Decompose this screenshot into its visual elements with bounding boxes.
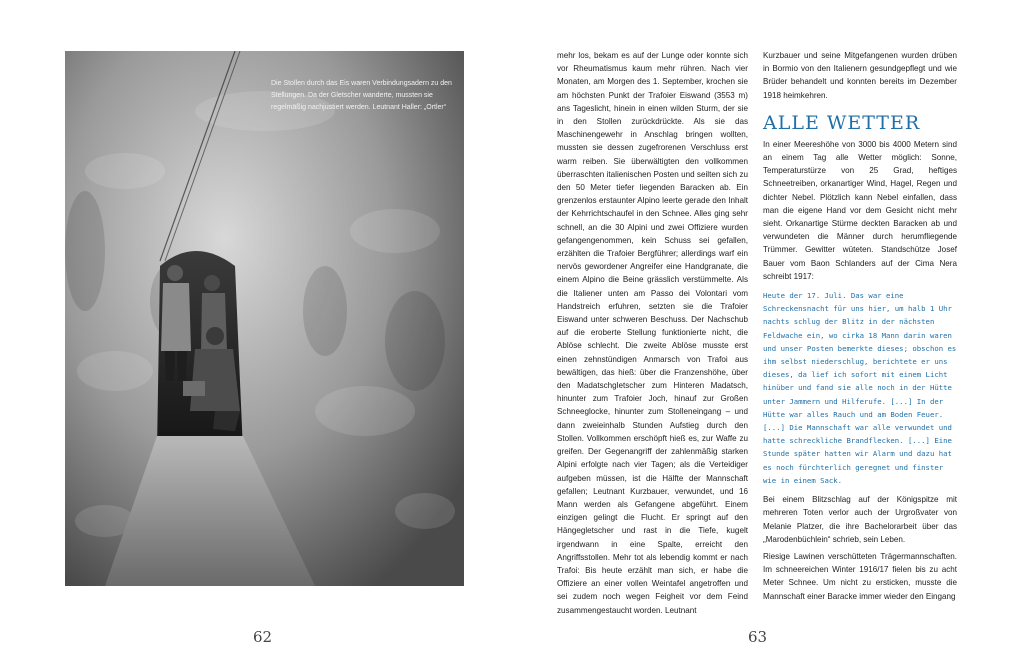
column2-paragraph-3: Riesige Lawinen verschütteten Trägermannschaften. Im schneereichen Winter 1916/17 fielen bis zu acht Meter Schnee. Um nicht zu ersticken, musste die Mannschaft einer Baracke immer wieder den Eingang: [763, 551, 957, 601]
text-column-2: [763, 49, 957, 603]
diary-quote: Heute der 17. Juli. Das war eine Schreckensnacht für uns hier, um halb 1 Uhr nachts schlug der Blitz in der nächsten Feldwache ein, wo cirka 18 Mann darin waren und unser Posten bemerkte dieses; obschon es ihm selbst niederschlug, berichtete er uns dieses, da lief ich sofort mit einem Licht hinüber und fand sie alle noch in der Hütte unter Jammern und Hilferufe. [...] In der Hütte war alles Rauch und am Boden Feuer. [...] Die Mannschaft war alle verwundet und hatte schreckliche Brandflecken. [...] Eine Stunde später hatten wir Alarm und dazu hat es noch fürchterlich geregnet und finster wie in einem Sack.: [763, 291, 957, 485]
section-heading: ALLE WETTER: [763, 111, 921, 134]
page-number-right: 63: [748, 628, 768, 646]
text-column-1: [557, 49, 748, 617]
ice-tunnel-illustration: [65, 51, 464, 586]
column2-paragraph-1: In einer Meereshöhe von 3000 bis 4000 Metern sind an einem Tag alle Wetter möglich: Sonne, Temperaturstürze von 25 Grad, heftiges Schneetreiben, orkanartiger Wind, Hagel, Regen und dichter Nebel. Plötzlich kann Nebel einfallen, dass man die eigene Hand vor dem Gesicht nicht mehr sieht. Orkanartige Stürme deckten Baracken ab und verwundeten die Männer durch herumfliegende Trümmer. Gewitter wüteten. Standschütze Josef Bauer vom Baon Schlanders auf der Cima Nera schreibt 1917:: [763, 139, 957, 281]
page-number-left: 62: [253, 628, 273, 646]
column1-paragraph: mehr los, bekam es auf der Lunge oder konnte sich vor Rheumatismus kaum mehr rühren. Nach vier Monaten, am Morgen des 1. September, krochen sie am höchsten Punkt der Trafoier Eiswand (3553 m) ans Tageslicht, hinein in einen wilden Sturm, der sie in den Stollen zurückdrückte. Als sie das Maschinengewehr in Anschlag bringen wollten, mussten sie dessen zugefrorenen Verschluss erst warm reiben. Sie überwältigten den vollkommen überraschten italienischen Posten und seilten sich zu den 50 Meter tiefer liegenden Baracken ab. Ein grenzenlos erstaunter Alpino leerte gerade den Inhalt der Kehrrichtschaufel in den Schnee. Alles ging sehr schnell, an die 30 Alpini und zwei Offiziere wurden gefangengenommen, kein Schuss sei gefallen, erzählten die Trafoier Bergführer; allerdings warf ein nervös gewordener Angreifer eine Handgranate, die einem Alpino die Beine grässlich verstümmelte. Als die Italiener unten am Passo dei Volontari vom Handstreich erfuhren, setzten sie die Trafoier Eiswand unter schweren Beschuss. Der Nachschub auf die eroberte Stellung funktionierte nicht, die Ablöse schlecht. Die zweite Ablöse musste erst einen zehnstündigen Anmarsch von Trafoi aus bewältigen, das hieß: über die Franzenshöhe, über den Madatschgletscher zum Hinteren Madatsch, hinunter zum Trafoier Joch, hinauf zur Großen Schneeglocke, hinunter zum Stolleneingang – und dann zweieinhalb Stunden Aufstieg durch den Stollen. Vollkommen erschöpft hieß es, zur Waffe zu greifen. Der Gegenangriff der zahlenmäßig starken Alpini erfolgte nach vier Tagen; als die Verteidiger aufgeben müssen, ist die Hälfte der Mannschaft gefallen; Leutnant Kurzbauer, verwundet, und 16 Mann werden als Gefangene abgeführt. Einem einzigen gelingt die Flucht. Er springt auf den Hängegletscher und rast in die Tiefe, kugelt irgendwann in eine Spalte, erreicht den Angriffsstollen. Mehr tot als lebendig kommt er nach Trafoi: Bis heute erzählt man sich, er habe die Offiziere an einer vollen Weintafel angetroffen und sei zudem noch wegen Feigheit vor dem Feind zusammengestaucht worden. Leutnant: [557, 51, 748, 615]
photo-caption: Die Stollen durch das Eis waren Verbindungsadern zu den Stellungen. Da der Gletscher wanderte, mussten sie regelmäßig nachjustiert werden. Leutnant Haller: „Ortler“: [271, 80, 452, 111]
column2-paragraph-2: Bei einem Blitzschlag auf der Königspitze mit mehreren Toten verlor auch der Urgroßvater von Melanie Platzer, die ihre Bachelorarbeit über das „Marodenbüchlein“ schrieb, sein Leben.: [763, 495, 957, 544]
column2-intro: Kurzbauer und seine Mitgefangenen wurden drüben in Bormio von den Italienern gesundgepflegt und wie Brüder behandelt und konnten bereits im Dezember 1918 heimkehren.: [763, 51, 957, 100]
ice-tunnel-photo: [65, 51, 464, 586]
